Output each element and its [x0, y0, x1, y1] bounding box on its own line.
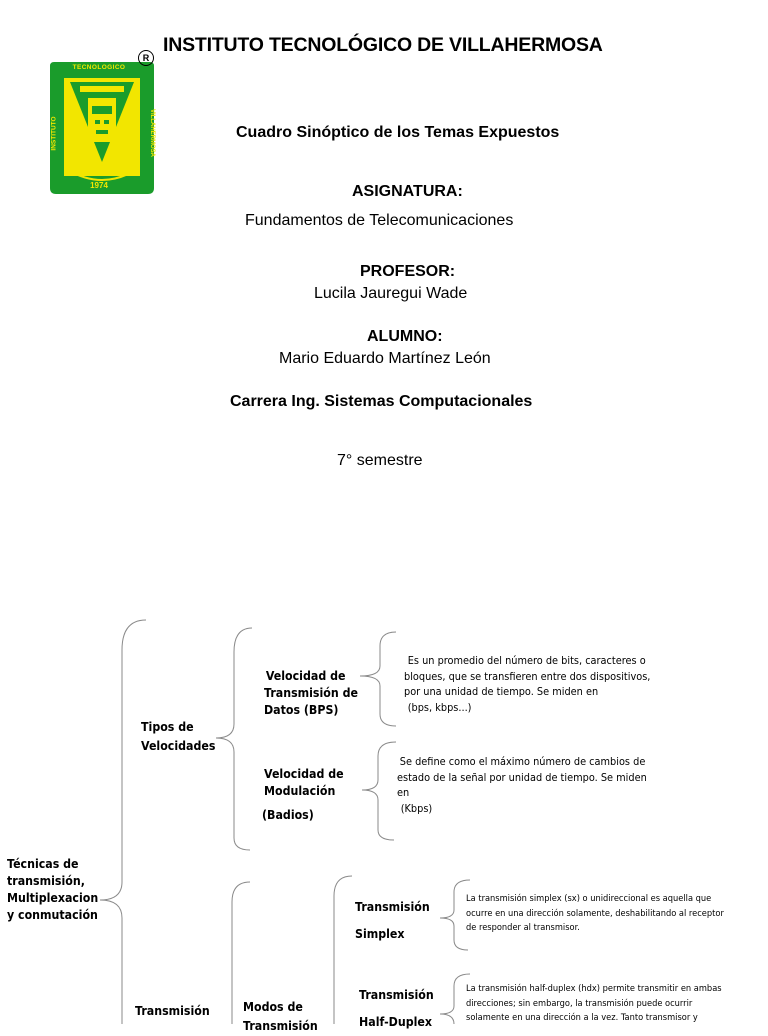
root-label [7, 856, 98, 924]
logo-top-text: TECNOLOGICO [72, 64, 126, 71]
student-label: ALUMNO: [367, 328, 443, 345]
root-label-line: y conmutación [7, 908, 98, 922]
modes-label-line: Modos de [243, 1000, 303, 1014]
half-duplex-label-line: Half-Duplex [359, 1015, 432, 1029]
shield-emblem-icon [40, 50, 158, 198]
root-label-line: Técnicas de [7, 857, 79, 871]
modulation-bracket [362, 742, 396, 840]
transmission-modes-label [243, 998, 318, 1036]
half-duplex-description [466, 982, 722, 1026]
modulation-label-line: Modulación [264, 784, 336, 798]
modes-bracket [334, 876, 352, 1024]
subject-label: ASIGNATURA: [352, 183, 463, 200]
teacher-label: PROFESOR: [360, 263, 456, 280]
description-line: La transmisión half-duplex (hdx) permite transmitir en ambas [466, 984, 722, 994]
modulation-unit: (Badios) [262, 808, 314, 822]
modulation-label [264, 766, 344, 800]
description-line: estado de la señal por unidad de tiempo. Se miden [397, 771, 647, 784]
institute-logo [40, 50, 158, 198]
description-line: La transmisión simplex (sx) o unidireccional es aquella que [466, 894, 712, 904]
document-subtitle: Cuadro Sinóptico de los Temas Expuestos [236, 124, 560, 141]
description-line: Se define como el máximo número de cambios de [399, 756, 646, 768]
half-duplex-label-line: Transmisión [359, 988, 434, 1002]
synoptic-brackets [0, 610, 768, 1024]
semester-line: 7° semestre [337, 452, 423, 469]
registered-mark: R [138, 50, 154, 66]
half-duplex-label [359, 982, 434, 1036]
root-label-line: transmisión, [7, 874, 85, 888]
bitrate-bracket [360, 632, 396, 726]
bitrate-label-line: Datos (BPS) [264, 703, 339, 717]
modulation-description [397, 755, 647, 817]
speed-types-line: Velocidades [141, 739, 216, 753]
subject-value: Fundamentos de Telecomunicaciones [245, 212, 514, 229]
description-line: en [397, 787, 410, 799]
description-line: (bps, kbps...) [407, 701, 472, 714]
transmission-label: Transmisión [135, 1004, 210, 1018]
description-line: (Kbps) [400, 802, 433, 815]
root-label-line: Multiplexacion [7, 891, 99, 905]
modulation-label-line: Velocidad de [264, 767, 344, 781]
simplex-label-line: Transmisión [355, 900, 430, 914]
description-line: de responder al transmisor. [466, 923, 580, 933]
teacher-value: Lucila Jauregui Wade [314, 285, 468, 302]
simplex-label-line: Simplex [355, 927, 405, 941]
bitrate-description [404, 654, 650, 716]
root-bracket [100, 620, 146, 1024]
modes-label-line: Transmisión [243, 1019, 318, 1033]
bitrate-label [264, 668, 358, 719]
description-line: bloques, que se transfieren entre dos dispositivos, [404, 670, 651, 683]
description-line: ocurre en una dirección solamente, deshabilitando al receptor [466, 908, 724, 919]
logo-left-text: INSTITUTO [50, 116, 58, 151]
description-line: direcciones; sin embargo, la transmisión puede ocurrir [466, 998, 693, 1009]
logo-right-text: VILLAHERMOSA [149, 109, 155, 157]
document-title: INSTITUTO TECNOLÓGICO DE VILLAHERMOSA [163, 34, 603, 56]
speed-types-line: Tipos de [141, 720, 194, 734]
description-line: por una unidad de tiempo. Se miden en [404, 686, 599, 698]
description-line: solamente en una dirección a la vez. Tanto transmisor y [466, 1013, 698, 1023]
velocities-bracket [216, 628, 252, 850]
bitrate-label-line: Transmisión de [264, 686, 358, 700]
description-line: Es un promedio del número de bits, caracteres o [407, 655, 646, 667]
student-value: Mario Eduardo Martínez León [279, 350, 491, 367]
speed-types-label [141, 718, 215, 756]
simplex-description [466, 892, 724, 936]
simplex-label [355, 894, 430, 948]
bitrate-label-line: Velocidad de [265, 669, 346, 683]
career-line: Carrera Ing. Sistemas Computacionales [230, 393, 533, 410]
logo-year: 1974 [90, 181, 108, 190]
